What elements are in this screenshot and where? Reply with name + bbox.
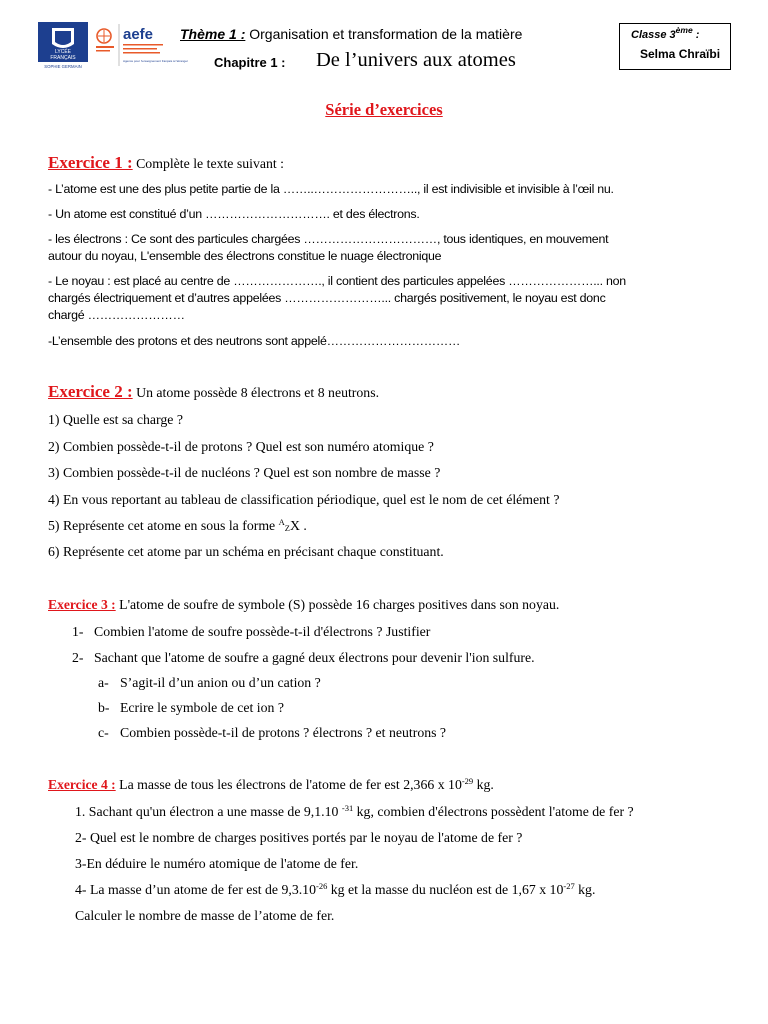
ex3-title: Exercice 3 :	[48, 597, 116, 612]
theme-heading: Thème 1 : Organisation et transformation de la matière	[180, 26, 523, 42]
ex4-intro: La masse de tous les électrons de l'atome de fer est 2,366 x $10^{-29}$ kg.	[115, 776, 494, 792]
ex2-intro: Un atome possède 8 électrons et 8 neutrons.	[132, 385, 380, 400]
svg-text:aefe: aefe	[123, 26, 154, 43]
svg-text:LYCÉE: LYCÉE	[54, 49, 72, 55]
ex3-question-number: 2-	[72, 650, 84, 665]
ex2-question: 6) Représente cet atome par un schéma en précisant chaque constituant.	[48, 544, 444, 559]
ex3-subquestion: Ecrire le symbole de cet ion ?	[120, 700, 284, 715]
ex4-heading	[48, 777, 494, 793]
svg-text:FRANÇAIS: FRANÇAIS	[50, 55, 76, 61]
ex3-subquestion-number: b-	[98, 700, 110, 715]
ex4-question: Calculer le nombre de masse de l’atome de fer.	[75, 908, 335, 923]
ex3-subquestion: S’agit-il d’un anion ou d’un cation ?	[120, 675, 321, 690]
student-name: Selma Chraïbi	[640, 47, 721, 61]
ex4-question: 4- La masse d’un atome de fer est de $9,3.10^{-26}$ kg et la masse du nucléon est de 1,67 x $10^{-27}$ kg.	[75, 881, 596, 897]
lycee-logo	[38, 22, 88, 70]
ex2-question: 3) Combien possède-t-il de nucléons ? Quel est son nombre de masse ?	[48, 465, 441, 480]
ex1-line: chargés électriquement et d’autres appelées ……………………... chargés positivement, le noyau est donc	[48, 291, 606, 305]
aefe-logo	[92, 22, 189, 68]
ex3-question-number: 1-	[72, 624, 84, 639]
ex2-heading	[48, 382, 379, 402]
ex3-subquestion-number: a-	[98, 675, 109, 690]
ex2-question: 5) Représente cet atome en sous la forme $^A_Z$X .	[48, 517, 307, 533]
ex1-intro: Complète le texte suivant :	[132, 156, 285, 171]
ex4-question: 3-En déduire le numéro atomique de l'atome de fer.	[75, 856, 359, 871]
ex4-question: 2- Quel est le nombre de charges positives portés par le noyau de l'atome de fer ?	[75, 830, 523, 845]
ex4-title: Exercice 4 :	[48, 777, 116, 792]
class-label: Classe 3ème :	[631, 25, 700, 41]
ex1-line: - Le noyau : est placé au centre de …………………., il contient des particules appelées …………………... non	[48, 274, 626, 288]
ex3-intro: L'atome de soufre de symbole (S) possède 16 charges positives dans son noyau.	[115, 597, 560, 612]
svg-text:Agence pour l'enseignement fra: Agence pour l'enseignement français à l'étranger	[123, 59, 189, 63]
ex1-line: - les électrons : Ce sont des particules chargées ……………………………, tous identiques, en mouvement	[48, 232, 609, 246]
chapter-title: De l’univers aux atomes	[316, 49, 516, 71]
svg-text:SOPHIE GERMAIN: SOPHIE GERMAIN	[44, 64, 82, 69]
ex1-line: -L’ensemble des protons et des neutrons sont appelé……………………………	[48, 334, 461, 348]
ex3-subquestion: Combien possède-t-il de protons ? électrons ? et neutrons ?	[120, 725, 447, 740]
ex3-question: Sachant que l'atome de soufre a gagné deux électrons pour devenir l'ion sulfure.	[94, 650, 535, 665]
ex2-question: 1) Quelle est sa charge ?	[48, 412, 183, 427]
ex4-question: 1. Sachant qu'un électron a une masse de 9,1.10 $^{-31}$ kg, combien d'électrons possèdent l'atome de fer ?	[75, 803, 634, 819]
ex3-subquestion-number: c-	[98, 725, 109, 740]
ex1-heading	[48, 153, 284, 173]
chapter-label: Chapitre 1 :	[214, 55, 286, 70]
ex2-question: 4) En vous reportant au tableau de classification périodique, quel est le nom de cet élément ?	[48, 492, 560, 507]
ex1-line: - L’atome est une des plus petite partie de la ……..…………………….., il est indivisible et invisible à l’œil nu.	[48, 182, 614, 196]
ex1-line: - Un atome est constitué d’un …………………………. et des électrons.	[48, 207, 420, 221]
ex3-question: Combien l'atome de soufre possède-t-il d'électrons ? Justifier	[94, 624, 431, 639]
ex1-title: Exercice 1 :	[48, 153, 133, 172]
ex1-line: autour du noyau, L'ensemble des électrons constitue le nuage électronique	[48, 249, 442, 263]
ex2-question: 2) Combien possède-t-il de protons ? Quel est son numéro atomique ?	[48, 439, 434, 454]
serie-title: Série d’exercices	[325, 100, 443, 119]
ex1-line: chargé ……………………	[48, 308, 185, 322]
ex2-title: Exercice 2 :	[48, 382, 133, 401]
ex3-heading	[48, 597, 559, 613]
